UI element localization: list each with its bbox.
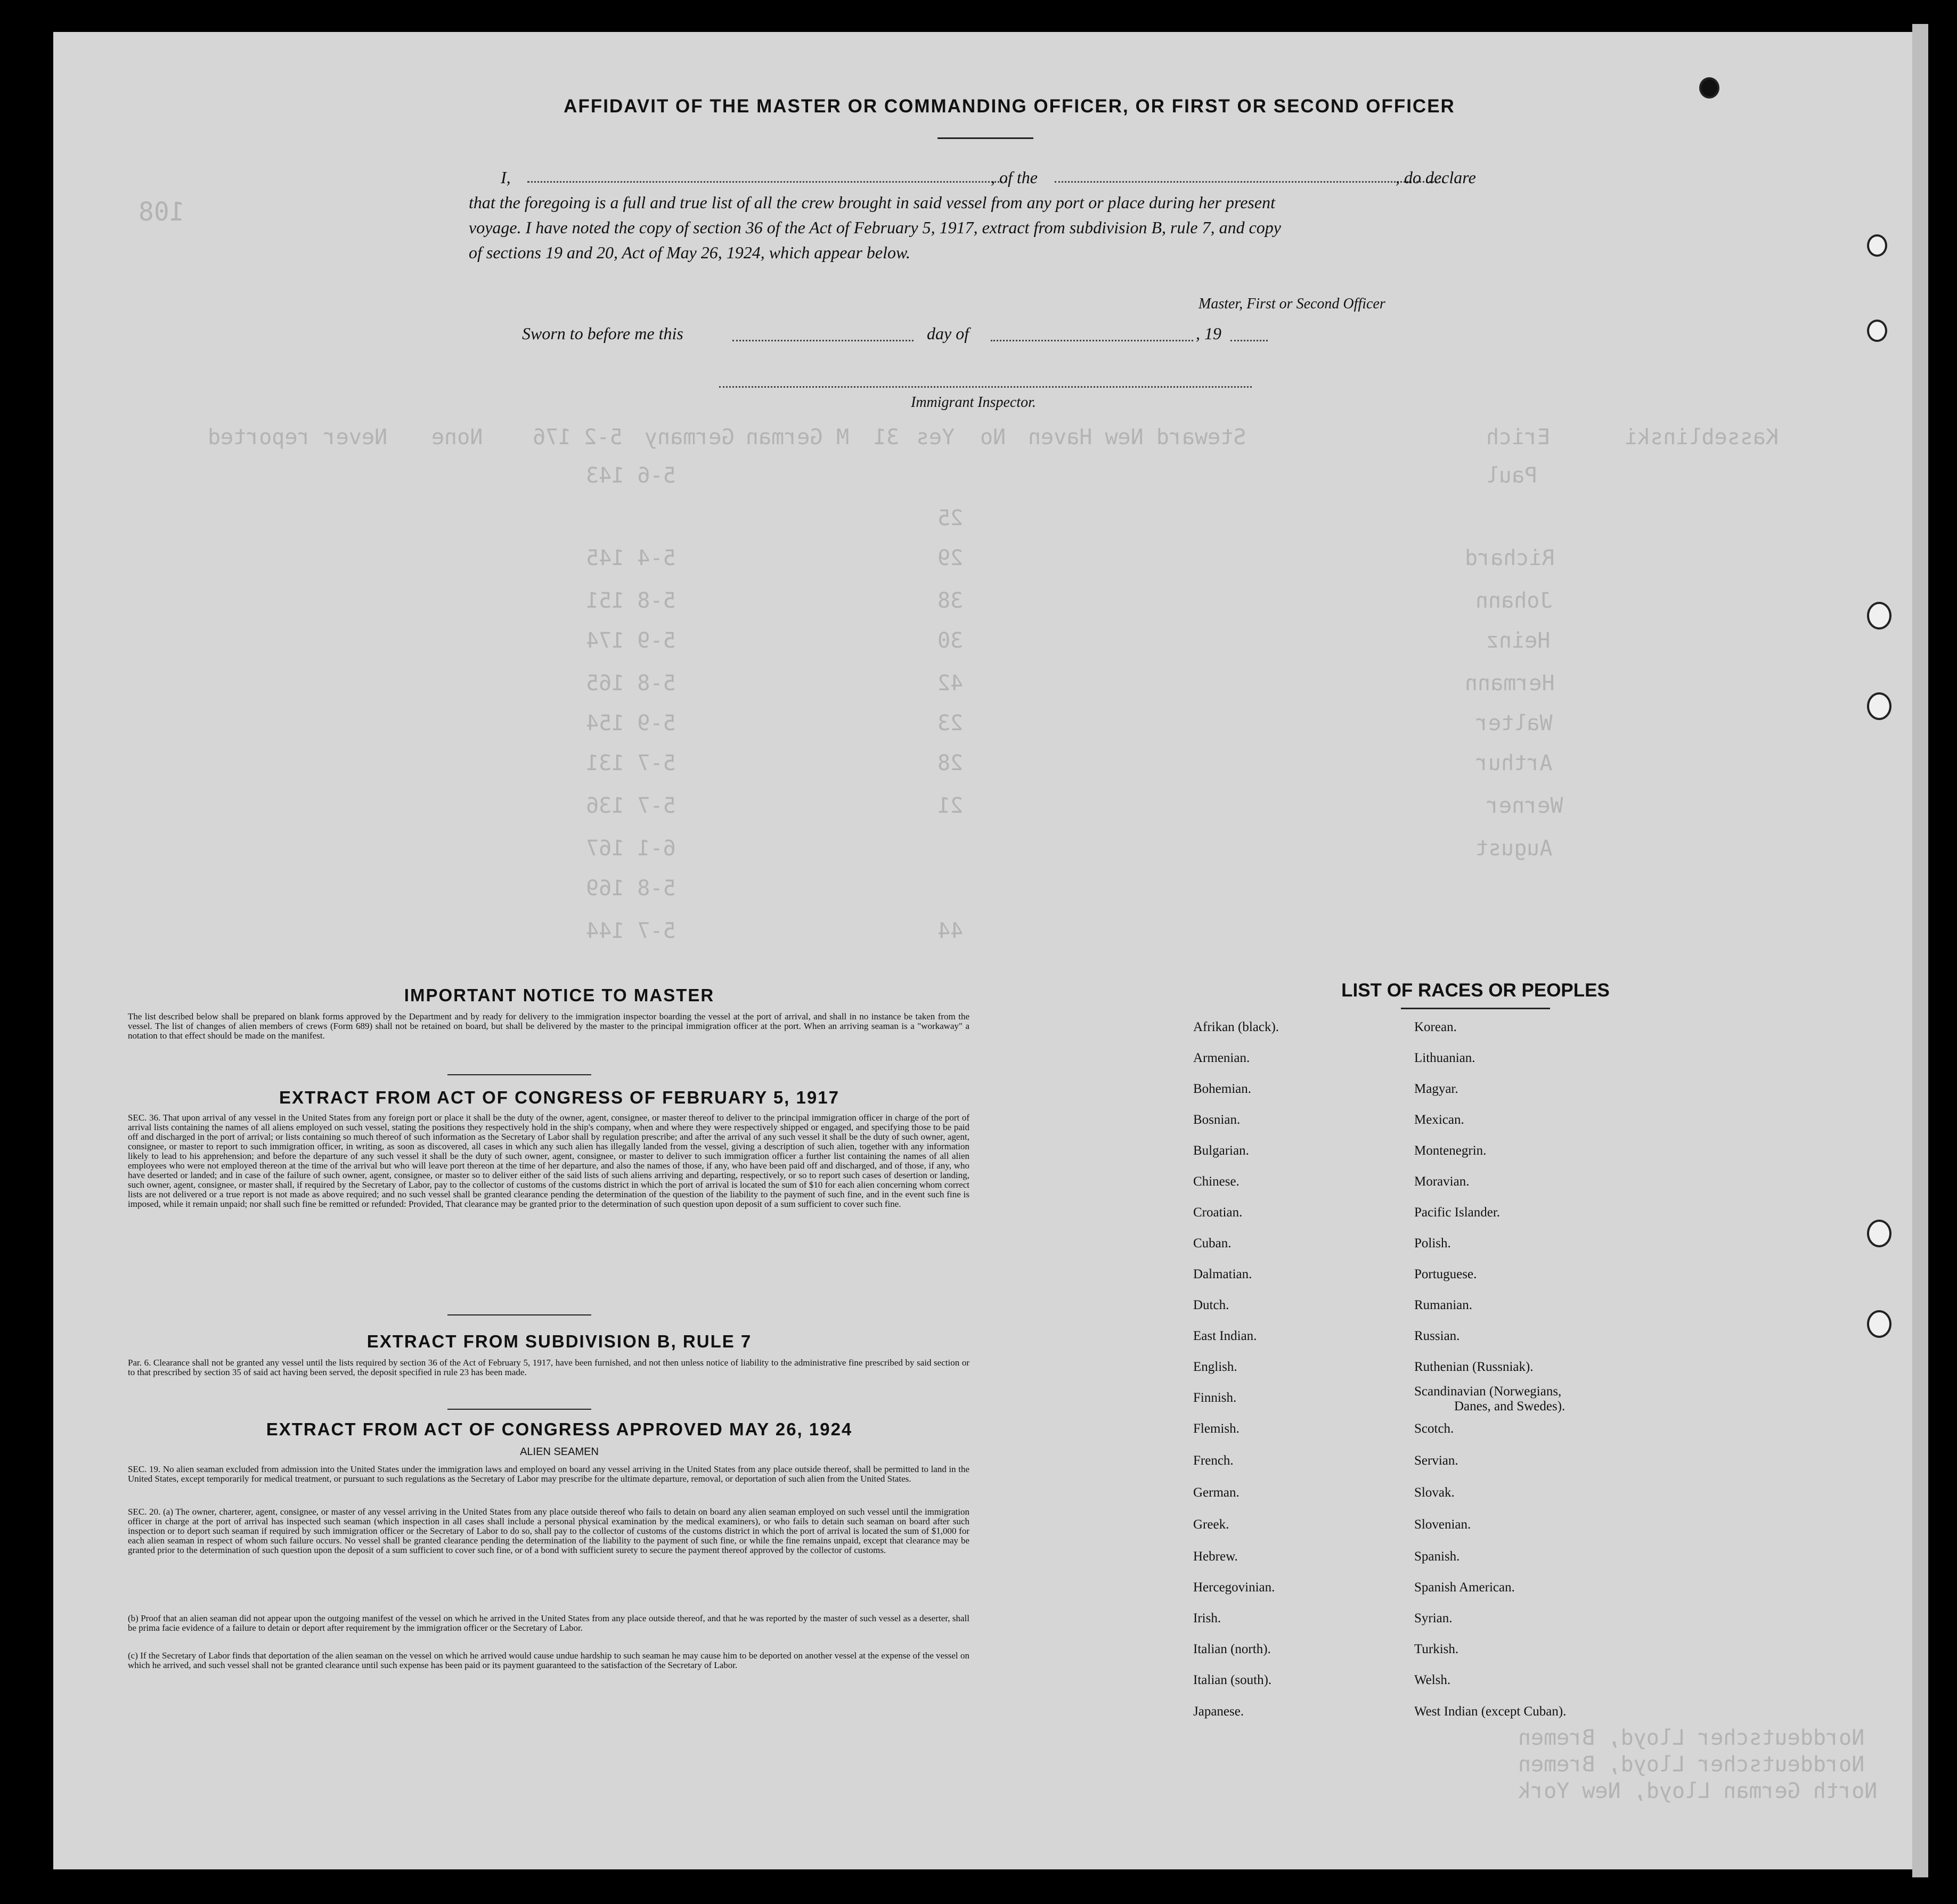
race-item: Dutch. bbox=[1193, 1298, 1229, 1312]
bleed-yes: Yes bbox=[916, 425, 955, 450]
race-item: Syrian. bbox=[1414, 1611, 1453, 1625]
bleed-age: 21 bbox=[937, 794, 964, 818]
extract-rule7-title: EXTRACT FROM SUBDIVISION B, RULE 7 bbox=[366, 1331, 752, 1351]
race-item: Bohemian. bbox=[1193, 1082, 1252, 1096]
race-item: Moravian. bbox=[1414, 1174, 1470, 1189]
title-divider bbox=[937, 137, 1033, 139]
bleed-measure: 5-9 174 bbox=[586, 628, 676, 653]
race-item: Flemish. bbox=[1193, 1421, 1240, 1436]
bleed-port: Steward New Haven bbox=[1028, 425, 1246, 450]
bleed-age: 25 bbox=[937, 506, 964, 530]
race-item: Lithuanian. bbox=[1414, 1051, 1475, 1065]
race-item: Danes, and Swedes). bbox=[1454, 1399, 1565, 1413]
extract-1924-title: EXTRACT FROM ACT OF CONGRESS APPROVED MAY 26, 1924 bbox=[266, 1419, 853, 1439]
race-item: Cuban. bbox=[1193, 1236, 1232, 1251]
extract-rule7-body: Par. 6. Clearance shall not be granted any vessel until the lists required by section 36 of the Act of February 5, 1917, have been furnished, and not then unless notice of liability to the administrative fine prescribed by said section or to that prescribed by section 35 of said act having been served, the deposit specified in rule 23 has been made. bbox=[128, 1358, 969, 1377]
bleed-given: Richard bbox=[1465, 546, 1555, 570]
bleed-none: None bbox=[431, 425, 483, 450]
race-item: Bosnian. bbox=[1193, 1113, 1241, 1127]
notice-body: The list described below shall be prepared on blank forms approved by the Department and by ready for delivery to the immigration inspector boarding the vessel at the port of arrival, and shall in no instance be taken from the vessel. The list of changes of alien members of crews (Form 689) shall not be retained on board, but shall be delivered by the master to the principal immigration officer at the port. When an arriving seaman is a "workaway" a notation to that effect should be made on the manifest. bbox=[128, 1011, 969, 1041]
punch-hole bbox=[1867, 692, 1891, 720]
sworn-year-field[interactable] bbox=[1230, 340, 1268, 341]
race-item: Korean. bbox=[1414, 1020, 1457, 1034]
bleed-given: Hermann bbox=[1465, 671, 1555, 696]
race-item: Chinese. bbox=[1193, 1174, 1240, 1189]
sworn-day-field[interactable] bbox=[732, 340, 914, 341]
bleed-age: 38 bbox=[937, 589, 964, 613]
affidavit-title: AFFIDAVIT OF THE MASTER OR COMMANDING OFFICER, OR FIRST OR SECOND OFFICER bbox=[564, 96, 1455, 117]
bleed-margin-number: 108 bbox=[138, 197, 185, 227]
bleed-measure: 6-1 167 bbox=[586, 836, 676, 861]
race-item: Portuguese. bbox=[1414, 1267, 1477, 1281]
race-item: Spanish. bbox=[1414, 1549, 1460, 1564]
race-item: Scotch. bbox=[1414, 1421, 1454, 1436]
section-divider bbox=[447, 1409, 591, 1410]
race-item: Montenegrin. bbox=[1414, 1143, 1487, 1158]
race-item: Greek. bbox=[1193, 1517, 1229, 1532]
race-item: Croatian. bbox=[1193, 1205, 1243, 1220]
punch-hole bbox=[1867, 1310, 1891, 1338]
bleed-age: 23 bbox=[937, 711, 964, 736]
affidavit-line-3: of sections 19 and 20, Act of May 26, 1924, which appear below. bbox=[469, 243, 910, 262]
race-item: Hebrew. bbox=[1193, 1549, 1238, 1564]
bleed-given: Werner bbox=[1486, 794, 1563, 818]
extract-1924-sec19: SEC. 19. No alien seaman excluded from admission into the United States under the immigration laws and employed on board any vessel arriving in the United States from any place outside thereof, shall be permitted to land in the United States, except temporarily for medical treatment, or pursuant to such regulations as the Secretary of Labor may prescribe for the ultimate departure, removal, or deportation of such alien from the United States. bbox=[128, 1464, 969, 1484]
bleed-age: 28 bbox=[937, 751, 964, 775]
race-item: German. bbox=[1193, 1485, 1240, 1500]
bleed-measure: 5-4 145 bbox=[586, 546, 676, 570]
section-divider bbox=[447, 1074, 591, 1075]
bleed-company: Norddeutscher Lloyd, Bremen bbox=[1518, 1752, 1865, 1777]
bleed-measure: 5-8 165 bbox=[586, 671, 676, 696]
extract-1924-sec20a: SEC. 20. (a) The owner, charterer, agent, consignee, or master of any vessel arriving in the United States from any place outside thereof who fails to detain on board any alien seaman employed on such vessel until the immigration officer in charge at the port of arrival has inspected such seaman (which inspection in all cases shall include a personal physical examination by the medical examiners), or who fails to detain such seaman on board after such inspection or to deport such seaman if required by such immigration officer or the Secretary of Labor to do so, shall pay to the collector of customs of the customs district in which the port of arrival is located the sum of $1,000 for each alien seaman in respect of whom such failure occurs. No vessel shall be granted clearance pending the determination of the liability to the payment of such fine, or while the fine remains unpaid, except that clearance may be granted prior to the determination of such question upon the deposit of a sum sufficient to cover such fine, or of a bond with sufficient surety to secure the payment thereof approved by the collector of customs. bbox=[128, 1507, 969, 1555]
race-item: Bulgarian. bbox=[1193, 1143, 1249, 1158]
race-item: Rumanian. bbox=[1414, 1298, 1473, 1312]
race-item: Spanish American. bbox=[1414, 1580, 1515, 1595]
punch-hole bbox=[1867, 320, 1887, 342]
bleed-given: Johann bbox=[1475, 589, 1553, 613]
race-item: Ruthenian (Russniak). bbox=[1414, 1360, 1534, 1374]
bleed-company: North German Lloyd, New York bbox=[1518, 1779, 1878, 1803]
affidavit-line-1: that the foregoing is a full and true list of all the crew brought in said vessel from any port or place during her present bbox=[469, 193, 1275, 212]
race-item: West Indian (except Cuban). bbox=[1414, 1704, 1567, 1719]
affidavit-of-the: , of the bbox=[991, 168, 1038, 187]
punch-hole bbox=[1699, 77, 1719, 99]
bleed-given: Heinz bbox=[1486, 628, 1551, 653]
affidavit-i: I, bbox=[501, 168, 511, 187]
bleed-age: 30 bbox=[937, 628, 964, 653]
day-of-label: day of bbox=[927, 324, 969, 343]
bleed-measure: 5-7 144 bbox=[586, 919, 676, 943]
vessel-field-line[interactable] bbox=[1055, 181, 1444, 183]
bleed-given: August bbox=[1475, 836, 1553, 861]
sworn-label: Sworn to before me this bbox=[522, 324, 683, 343]
race-item: Slovenian. bbox=[1414, 1517, 1471, 1532]
race-item: Russian. bbox=[1414, 1329, 1460, 1343]
bleed-company: Norddeutscher Lloyd, Bremen bbox=[1518, 1726, 1865, 1750]
bleed-measure: 5-7 136 bbox=[586, 794, 676, 818]
bleed-nation: Germany bbox=[645, 425, 735, 450]
extract-1924-sec20c: (c) If the Secretary of Labor finds that deportation of the alien seaman on the vessel on which he arrived would cause undue hardship to such seaman he may cause him to be deported on another vessel at the expense of the vessel on which he arrived, and such vessel shall not be granted clearance until such expense has been paid or its payment guaranteed to the satisfaction of the Secretary of Labor. bbox=[128, 1650, 969, 1670]
punch-hole bbox=[1867, 602, 1891, 630]
affidavit-do-declare: , do declare bbox=[1396, 168, 1476, 187]
race-item: Hercegovinian. bbox=[1193, 1580, 1275, 1595]
bleed-never-reported: Never reported bbox=[208, 425, 388, 450]
bleed-measure: 5-6 143 bbox=[586, 463, 676, 488]
bleed-measure: 5-2 176 bbox=[533, 425, 623, 450]
section-divider bbox=[447, 1314, 591, 1315]
race-item: Armenian. bbox=[1193, 1051, 1250, 1065]
sworn-month-field[interactable] bbox=[991, 340, 1193, 341]
race-item: Polish. bbox=[1414, 1236, 1451, 1251]
races-divider bbox=[1401, 1008, 1550, 1009]
race-item: Servian. bbox=[1414, 1453, 1458, 1468]
race-item: Japanese. bbox=[1193, 1704, 1244, 1719]
bleed-no: No bbox=[980, 425, 1006, 450]
notice-title: IMPORTANT NOTICE TO MASTER bbox=[404, 985, 715, 1005]
race-item: Welsh. bbox=[1414, 1673, 1451, 1687]
extract-1917-body: SEC. 36. That upon arrival of any vessel in the United States from any foreign port or place it shall be the duty of the owner, agent, consignee, or master thereof to deliver to the principal immigration officer in charge of the port of arrival lists containing the names of all aliens employed on such vessel, stating the positions they respectively hold in the ship's company, when and where they were respectively shipped or engaged, and specifying those to be paid off and discharged in the port of arrival; or lists containing so much thereof of such information as the Secretary of Labor shall by regulation prescribe; and after the arrival of any such vessel it shall be the duty of such owner, agent, consignee, or master to report to such immigration officer, in writing, as soon as discovered, all cases in which any such alien has illegally landed from the vessel, giving a description of such alien, together with any information likely to lead to his apprehension; and before the departure of any such vessel it shall be the duty of such owner, agent, consignee, or master to deliver to such immigration officer a further list containing the names of all alien employees who were not employed thereon at the time of the arrival but who will leave port thereon at the time of her departure, and also the names of those, if any, who have been paid off and discharged, and of those, if any, who have deserted or landed; and in case of the failure of such owner, agent, consignee, or master so to deliver either of the said lists of such aliens arriving and departing, respectively, or so to report such cases of desertion or landing, such owner, agent, consignee, or master shall, if required by the Secretary of Labor, pay to the collector of customs of the customs district in which the port of arrival is located the sum of $10 for each alien concerning whom correct lists are not delivered or a true report is not made as above required; and no such vessel shall be granted clearance pending the determination of the question of the liability to the payment of such fine, and in the event such fine is imposed, while it remain unpaid; nor shall such fine be remitted or refunded: Provided, That clearance may be granted prior to the determination of such question upon deposit of a sum sufficient to cover such fine. bbox=[128, 1113, 969, 1209]
bleed-given: Paul bbox=[1486, 463, 1538, 488]
bleed-given: Erich bbox=[1486, 425, 1551, 450]
bleed-given: Arthur bbox=[1475, 751, 1553, 775]
race-item: Mexican. bbox=[1414, 1113, 1464, 1127]
race-item: Magyar. bbox=[1414, 1082, 1458, 1096]
bleed-given: Walter bbox=[1475, 711, 1553, 736]
bleed-age: 44 bbox=[937, 919, 964, 943]
bleed-measure: 5-8 151 bbox=[586, 589, 676, 613]
race-item: Scandinavian (Norwegians, bbox=[1414, 1384, 1562, 1399]
extract-1924-sec20b: (b) Proof that an alien seaman did not appear upon the outgoing manifest of the vessel on which he arrived in the United States from any place outside thereof, and that he was reported by the master of such vessel as a deserter, shall be prima facie evidence of a failure to detain or deport after requirement by the immigration officer or the Secretary of Labor. bbox=[128, 1613, 969, 1633]
signature-caption: Master, First or Second Officer bbox=[1198, 296, 1385, 312]
race-item: East Indian. bbox=[1193, 1329, 1257, 1343]
races-title: LIST OF RACES OR PEOPLES bbox=[1341, 980, 1610, 1001]
bleed-measure: 5-8 169 bbox=[586, 876, 676, 901]
race-item: English. bbox=[1193, 1360, 1237, 1374]
race-item: Slovak. bbox=[1414, 1485, 1455, 1500]
bleed-measure: 5-7 131 bbox=[586, 751, 676, 775]
race-item: Turkish. bbox=[1414, 1642, 1459, 1656]
inspector-signature-line[interactable] bbox=[719, 386, 1252, 388]
page-edge bbox=[1912, 24, 1928, 1877]
bleed-sex: M bbox=[836, 425, 850, 450]
year-label: , 19 bbox=[1196, 324, 1221, 343]
bleed-surname: Kasseblinski bbox=[1625, 425, 1779, 450]
punch-hole bbox=[1867, 234, 1887, 257]
race-item: Irish. bbox=[1193, 1611, 1221, 1625]
race-item: Finnish. bbox=[1193, 1391, 1237, 1405]
race-item: Pacific Islander. bbox=[1414, 1205, 1501, 1220]
affidavit-line-2: voyage. I have noted the copy of section 36 of the Act of February 5, 1917, extract from subdivision B, rule 7, and copy bbox=[469, 218, 1281, 237]
race-item: Italian (south). bbox=[1193, 1673, 1272, 1687]
bleed-age: 31 bbox=[874, 425, 900, 450]
race-item: Afrikan (black). bbox=[1193, 1020, 1279, 1034]
bleed-age: 29 bbox=[937, 546, 964, 570]
race-item: Dalmatian. bbox=[1193, 1267, 1252, 1281]
bleed-age: 42 bbox=[937, 671, 964, 696]
race-item: Italian (north). bbox=[1193, 1642, 1271, 1656]
manifest-sheet bbox=[53, 32, 1918, 1869]
bleed-measure: 5-9 154 bbox=[586, 711, 676, 736]
inspector-caption: Immigrant Inspector. bbox=[911, 394, 1036, 411]
extract-1917-title: EXTRACT FROM ACT OF CONGRESS OF FEBRUARY 5, 1917 bbox=[279, 1088, 839, 1107]
bleed-race: German bbox=[746, 425, 823, 450]
race-item: French. bbox=[1193, 1453, 1234, 1468]
name-field-line[interactable] bbox=[527, 181, 1007, 183]
punch-hole bbox=[1867, 1220, 1891, 1247]
extract-1924-subtitle: ALIEN SEAMEN bbox=[520, 1446, 599, 1458]
